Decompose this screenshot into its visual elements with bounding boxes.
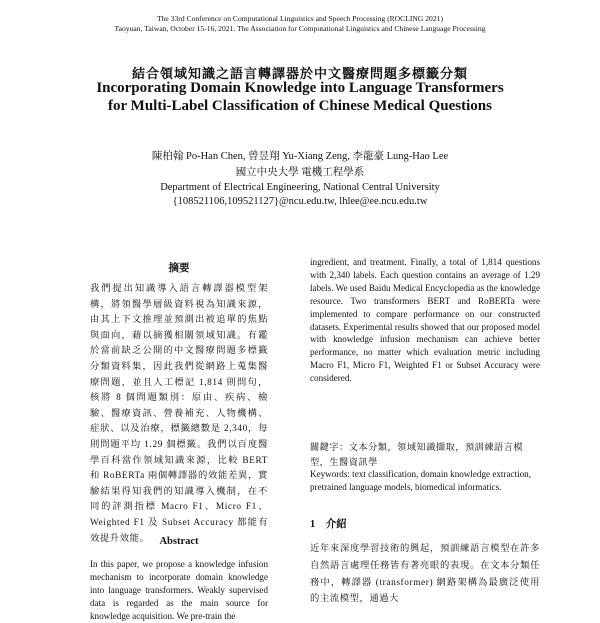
title-english-line-2: for Multi-Label Classification of Chinese Medical Questions <box>108 98 492 114</box>
keywords-zh: 關鍵字：文本分類，領域知識擷取，預訓練語言模型，生醫資訊學 <box>310 442 524 467</box>
conference-line-2: Taoyuan, Taiwan, October 15-16, 2021. The Association for Computational Linguistics and Chinese Language Processing <box>114 24 486 33</box>
affiliation-english: Department of Electrical Engineering, National Central University <box>160 182 440 193</box>
affiliation-chinese: 國立中央大學 電機工程學系 <box>235 167 365 178</box>
abstract-zh-block <box>90 282 268 547</box>
title-english-line-1: Incorporating Domain Knowledge into Language Transformers <box>96 80 504 96</box>
abstract-zh-text: 我們提出知識導入語言轉譯器模型架構，將領醫學層級資料視為知識來源，由其上下文推理並預測出被追單的焦點與面向，藉以摘獲相關領域知識。有鑑於當前缺乏公開的中文醫療問題多標籤分類資料集，因此我們從網路上蒐集醫療問題，並且人工標記 1,814 則問句，核將 8 個問題類別：原由、疾病、檢驗、醫療資訊、營養補充、人物機構、症狀、以及治療，標籤總數是 2,340，每則問題平均 1.29 個標籤。我們以百度醫學百科當作領域知識來源，比較 BERT 和 RoBERTa 兩個轉譯器的效能差異，實驗結果得知我們的知識導入機制，在不同的評測指標 Macro F1、Micro F1、Weighted F1 及 Subset Accuracy 都能有效提升效能。 <box>90 284 268 544</box>
abstract-en-heading <box>90 535 268 549</box>
abstract-en-title: Abstract <box>159 536 199 547</box>
abstract-en-block-left <box>90 558 268 623</box>
abstract-en-text-right: ingredient, and treatment. Finally, a total of 1,814 questions with 2,340 labels. Each question contains an average of 1.29 labels. We used Baidu Medical Encyclopedia as the knowledge resource. Two transformers BERT and RoBERTa were implemented to compare performance on our constructed datasets. Experimental results showed that our proposed model with knowledge infusion mechanism can achieve better performance, no matter which evaluation metric including Macro F1, Micro F1, Weighted F1 or Subset Accuracy were considered. <box>310 257 540 384</box>
abstract-zh-title: 摘要 <box>168 263 190 274</box>
keywords-zh-block <box>310 440 540 469</box>
abstract-zh-heading <box>90 262 268 276</box>
section-1-body <box>310 541 540 608</box>
keywords-en-block <box>310 468 540 494</box>
conference-line-1: The 33rd Conference on Computational Linguistics and Speech Processing (ROCLING 2021) <box>157 14 443 23</box>
abstract-en-text-left: In this paper, we propose a knowledge infusion mechanism to incorporate domain knowledge into language transformers. Weakly supervised data is regarded as the main source for knowledge acquisition. We pre-train the <box>90 559 268 621</box>
title-chinese: 結合領域知識之語言轉譯器於中文醫療問題多標籤分類 <box>131 66 468 81</box>
section-1-text: 近年來深度學習技術的興起，預訓練語言模型在許多自然語言處理任務皆有著亮眼的表現。在文本分類任務中，轉譯器 (transformer) 網路架構為最廣泛使用的主流模型，通過大 <box>310 544 540 605</box>
section-1-heading-block <box>310 518 540 532</box>
author-emails: {108521106,109521127}@ncu.edu.tw, lhlee@ee.ncu.edu.tw <box>172 196 428 207</box>
section-1-heading: 1 介紹 <box>310 519 347 530</box>
abstract-en-block-right <box>310 256 540 385</box>
author-names: 陳柏翰 Po-Han Chen, 曾昱翔 Yu-Xiang Zeng, 李龍豪 Lung-Hao Lee <box>151 151 449 162</box>
keywords-en: Keywords: text classification, domain knowledge extraction, pretrained language models, biomedical informatics. <box>310 469 531 492</box>
